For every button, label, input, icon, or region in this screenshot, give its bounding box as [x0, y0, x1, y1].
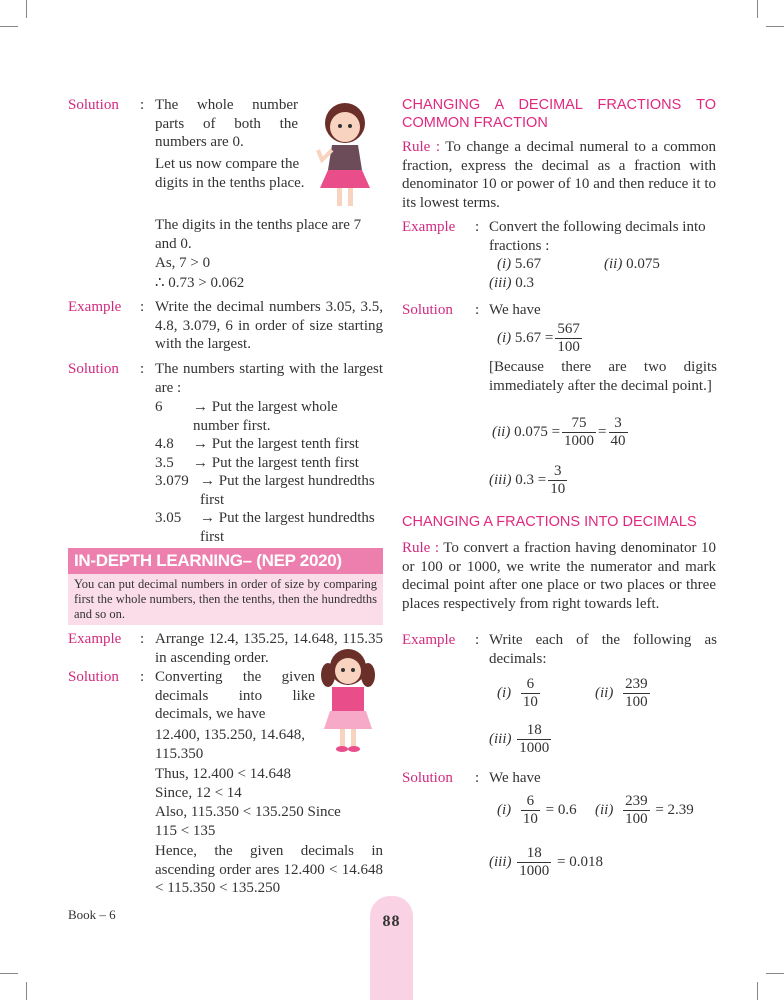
- numerator: 75: [562, 415, 596, 433]
- denominator: 1000: [564, 433, 595, 449]
- numerator: 6: [521, 676, 540, 694]
- colon: :: [475, 302, 480, 318]
- fraction: [562, 415, 596, 450]
- page-number: 88: [382, 913, 401, 930]
- equation: [497, 321, 584, 356]
- ordering-row: [155, 454, 383, 473]
- item-number: (iii): [489, 471, 512, 488]
- rule-label: Rule :: [402, 540, 440, 556]
- denominator: 10: [550, 481, 566, 497]
- reason: → Put the largest hundredths first: [200, 510, 375, 545]
- numerator: 3: [548, 463, 567, 481]
- solution-text: The whole number parts of both the numbers are 0.: [155, 97, 298, 150]
- reason: → Put the largest tenth first: [193, 454, 359, 471]
- equals: =: [598, 423, 607, 440]
- reason: → Put the largest whole number first.: [193, 399, 338, 434]
- solution-label: Solution: [68, 361, 119, 377]
- equation: [595, 793, 694, 828]
- colon: :: [475, 632, 480, 648]
- crop-mark: [757, 982, 758, 1000]
- denominator: 10: [522, 811, 538, 827]
- item-number: (ii): [492, 423, 511, 440]
- rule-text: [402, 138, 716, 212]
- denominator: 100: [625, 811, 648, 827]
- example-item: [497, 255, 541, 274]
- page-number-tab: [370, 896, 413, 1000]
- math-line: Thus, 12.400 < 14.648: [155, 766, 291, 782]
- ordering-list: [155, 398, 383, 546]
- fraction: [623, 676, 650, 711]
- solution-text: The numbers starting with the largest are :: [155, 361, 383, 396]
- example-label: Example: [68, 299, 122, 315]
- fraction-item: [489, 722, 553, 757]
- result: = 0.6: [545, 801, 577, 818]
- solution-text: We have: [489, 770, 541, 786]
- lhs: 5.67 =: [514, 329, 554, 346]
- solution-label: Solution: [402, 302, 453, 318]
- item-number: (i): [497, 684, 512, 701]
- solution-text: 12.400, 135.250, 14.648, 115.350: [155, 727, 305, 762]
- fraction: [517, 722, 551, 757]
- number: 3.5: [155, 454, 174, 471]
- item-number: (iii): [489, 853, 512, 870]
- item-number: (i): [497, 801, 512, 818]
- example-text: Write each of the following as decimals:: [489, 632, 717, 667]
- colon: :: [475, 219, 480, 235]
- solution-label: Solution: [68, 669, 119, 685]
- crop-mark: [766, 26, 784, 27]
- crop-mark: [0, 26, 18, 27]
- example-item: [489, 274, 534, 293]
- girl-illustration: [310, 95, 380, 215]
- item-number: (iii): [489, 275, 512, 291]
- item-number: (ii): [595, 684, 614, 701]
- in-depth-learning-title: IN-DEPTH LEARNING– (NEP 2020): [68, 548, 383, 574]
- explanation-text: [Because there are two digits immediately after the decimal point.]: [489, 359, 717, 394]
- colon: :: [140, 669, 145, 685]
- result: = 0.018: [557, 853, 603, 870]
- rule-body: To change a decimal numeral to a common fraction, express the decimal as a fraction with denominator 10 or power of 10 and then reduce it to its lowest terms.: [402, 139, 717, 211]
- colon: :: [140, 97, 145, 113]
- item-value: 0.075: [626, 256, 660, 272]
- example-text: Convert the following decimals into fractions :: [489, 219, 706, 254]
- example-label: Example: [402, 632, 456, 648]
- fraction: [609, 415, 628, 450]
- result: = 2.39: [655, 801, 694, 818]
- equation: [489, 463, 569, 498]
- numerator: 3: [609, 415, 628, 433]
- fraction: [521, 676, 540, 711]
- colon: :: [140, 631, 145, 647]
- item-number: (i): [497, 256, 512, 272]
- solution-label: Solution: [402, 770, 453, 786]
- numerator: 6: [521, 793, 540, 811]
- ordering-row: [155, 435, 383, 454]
- fraction: [623, 793, 650, 828]
- numerator: 18: [517, 845, 551, 863]
- colon: :: [140, 361, 145, 377]
- section-heading: CHANGING A DECIMAL FRACTIONS TO COMMON FRACTION: [402, 97, 716, 131]
- equation: [489, 845, 603, 880]
- rule-text: [402, 539, 716, 613]
- crop-mark: [26, 0, 27, 18]
- math-line: Also, 115.350 < 135.250 Since: [155, 804, 341, 820]
- item-number: (iii): [489, 730, 512, 747]
- denominator: 100: [557, 339, 580, 355]
- denominator: 1000: [519, 863, 550, 879]
- denominator: 40: [610, 433, 626, 449]
- fraction: [517, 845, 551, 880]
- book-label: Book – 6: [68, 907, 116, 922]
- denominator: 1000: [519, 740, 550, 756]
- math-line: ∴ 0.73 > 0.062: [155, 275, 245, 291]
- solution-text: The digits in the tenths place are 7 and 0.: [155, 217, 362, 252]
- ordering-row: [155, 509, 383, 546]
- rule-label: Rule :: [402, 139, 441, 155]
- item-value: 5.67: [514, 256, 542, 272]
- fraction-item: [497, 676, 542, 711]
- crop-mark: [757, 0, 758, 18]
- fraction: [555, 321, 582, 356]
- solution-label: Solution: [68, 97, 119, 113]
- solution-text: Let us now compare the digits in the tenths place.: [155, 156, 305, 191]
- item-number: (i): [497, 329, 512, 346]
- item-number: (ii): [604, 256, 623, 272]
- fraction-item: [595, 676, 652, 711]
- fraction: [521, 793, 540, 828]
- equation: [492, 415, 630, 450]
- math-line: 115 < 135: [155, 823, 216, 839]
- example-text: Write the decimal numbers 3.05, 3.5, 4.8, 3.079, 6 in order of size starting with the largest.: [155, 299, 383, 352]
- denominator: 10: [522, 694, 538, 710]
- numerator: 239: [625, 676, 648, 692]
- number: 6: [155, 399, 163, 415]
- math-line: As, 7 > 0: [155, 255, 211, 271]
- numerator: 239: [625, 793, 648, 809]
- crop-mark: [766, 973, 784, 974]
- fraction: [548, 463, 567, 498]
- rule-body: To convert a fraction having denominator 10 or 100 or 1000, we write the numerator and mark decimal point after one place or two places or three places respectively from right towards left.: [402, 540, 717, 612]
- example-item: [604, 255, 660, 274]
- colon: :: [475, 770, 480, 786]
- number: 4.8: [155, 436, 174, 452]
- example-text: Arrange 12.4, 135.25, 14.648, 115.35 in ascending order.: [155, 631, 383, 666]
- reason: → Put the largest tenth first: [193, 436, 359, 452]
- in-depth-learning-text: You can put decimal numbers in order of size by comparing first the whole numbers, then the tenths, then the hundredths and so on.: [68, 574, 383, 625]
- girl-reading-illustration: [318, 645, 380, 757]
- solution-text: Converting the given decimals into like decimals, we have: [155, 669, 315, 722]
- numerator: 18: [517, 722, 551, 740]
- ordering-row: [155, 472, 383, 509]
- example-label: Example: [68, 631, 122, 647]
- section-heading: CHANGING A FRACTIONS INTO DECIMALS: [402, 514, 697, 530]
- math-line: Since, 12 < 14: [155, 785, 242, 801]
- number: 3.05: [155, 510, 182, 526]
- crop-mark: [26, 982, 27, 1000]
- ordering-row: [155, 398, 383, 435]
- solution-text: We have: [489, 302, 541, 318]
- item-number: (ii): [595, 801, 614, 818]
- equation: [497, 793, 577, 828]
- crop-mark: [0, 973, 18, 974]
- solution-text: Hence, the given decimals in ascending order ares 12.400 < 14.648 < 115.350 < 135.250: [155, 843, 383, 896]
- number: 3.079: [155, 473, 189, 489]
- numerator: 567: [557, 321, 580, 337]
- denominator: 100: [625, 694, 648, 710]
- colon: :: [140, 299, 145, 315]
- reason: → Put the largest hundredths first: [200, 473, 375, 508]
- lhs: 0.075 =: [514, 423, 561, 440]
- item-value: 0.3: [515, 275, 534, 291]
- lhs: 0.3 =: [515, 471, 547, 488]
- example-label: Example: [402, 219, 456, 235]
